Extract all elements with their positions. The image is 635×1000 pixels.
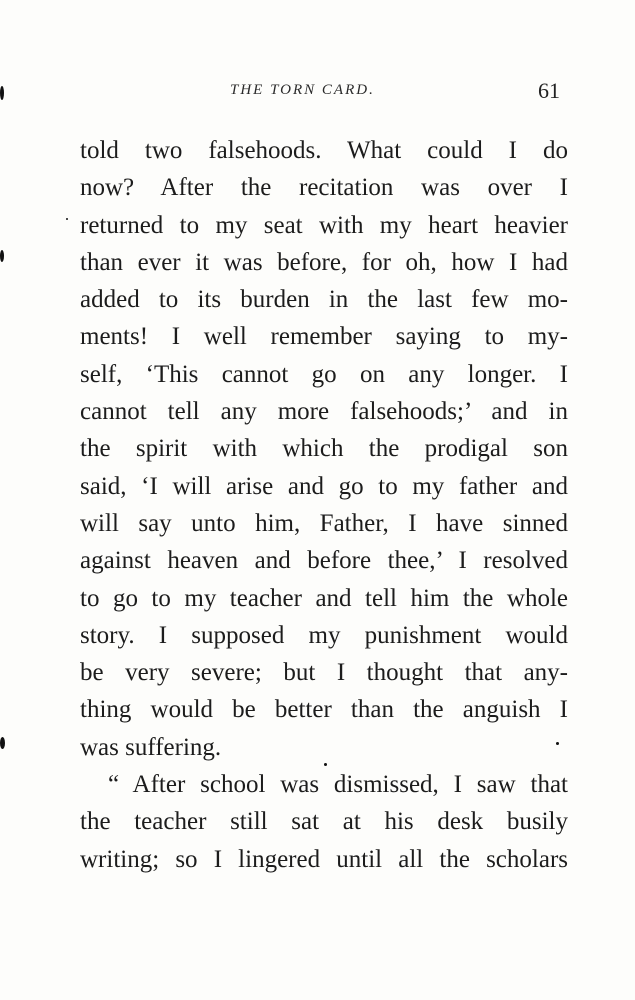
text-line: added to its burden in the last few mo- <box>80 286 568 314</box>
scan-speck <box>0 250 4 262</box>
scan-speck <box>66 218 68 220</box>
text-line: will say unto him, Father, I have sinned <box>80 509 568 537</box>
text-line: thing would be better than the anguish I <box>80 696 568 724</box>
text-line: the spirit with which the prodigal son <box>80 435 568 463</box>
text-line: told two falsehoods. What could I do <box>80 137 568 164</box>
text-line: self, ‘This cannot go on any longer. I <box>80 360 568 388</box>
running-title: THE TORN CARD. <box>230 82 375 98</box>
text-line-paragraph-end: was suffering. <box>80 733 222 761</box>
body-text <box>80 132 568 878</box>
scan-speck <box>0 86 4 100</box>
text-line: the teacher still sat at his desk busily <box>80 808 568 836</box>
text-line: story. I supposed my punishment would <box>80 621 568 649</box>
text-line: be very severe; but I thought that any- <box>80 659 568 687</box>
page-header <box>0 78 635 108</box>
text-line: than ever it was before, for oh, how I had <box>80 248 568 276</box>
text-line: now? After the recitation was over I <box>80 174 568 202</box>
page-number: 61 <box>538 78 560 103</box>
text-line: to go to my teacher and tell him the whole <box>80 584 568 612</box>
text-line: said, ‘I will arise and go to my father and <box>80 472 568 500</box>
text-line: writing; so I lingered until all the scholars <box>80 845 568 873</box>
text-line: cannot tell any more falsehoods;’ and in <box>80 398 568 426</box>
scan-speck <box>556 742 559 745</box>
text-line: ments! I well remember saying to my- <box>80 323 568 351</box>
scan-speck <box>0 737 5 749</box>
text-line: returned to my seat with my heart heavier <box>80 211 568 239</box>
scan-speck <box>324 763 327 766</box>
text-line: against heaven and before thee,’ I resolved <box>80 547 568 575</box>
text-line-paragraph-start: “ After school was dismissed, I saw that <box>108 771 568 799</box>
